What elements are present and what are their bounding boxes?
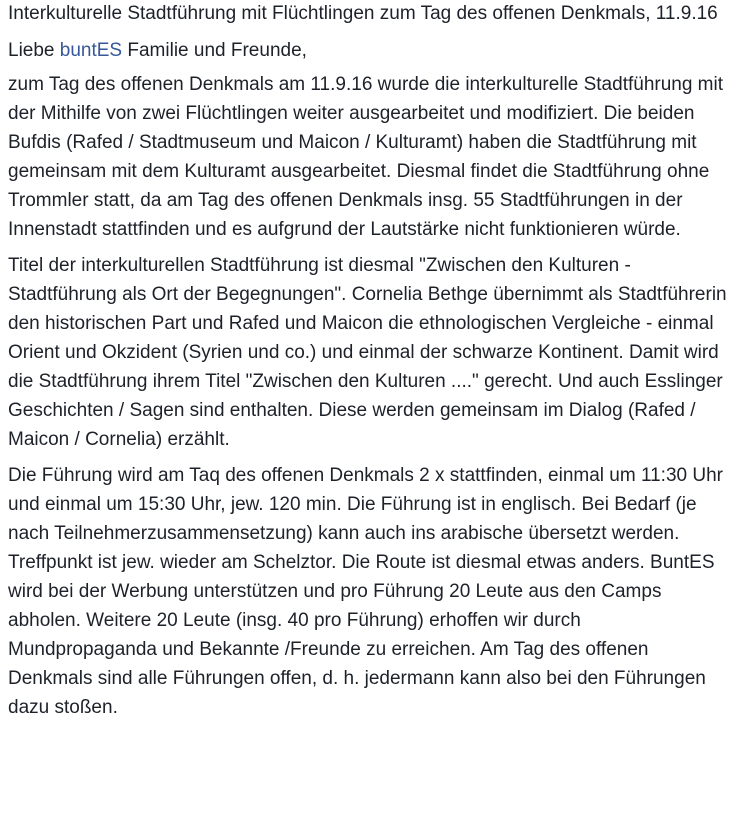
buntes-page-link[interactable]: buntES bbox=[59, 40, 123, 61]
paragraph-schedule: Die Führung wird am Taq des offenen Denkmals 2 x stattfinden, einmal um 11:30 Uhr und einmal um 15:30 Uhr, jew. 120 min. Die Führung ist in englisch. Bei Bedarf (je nach Teilnehmerzusammensetzung) kann auch ins arabische übersetzt werden. Treffpunkt ist jew. wieder am Schelztor. Die Route ist diesmal etwas anders. BuntES wird bei der Werbung unterstützen und pro Führung 20 Leute aus den Camps abholen. Weitere 20 Leute (insg. 40 pro Führung) erhoffen wir durch Mundpropaganda und Bekannte /Freunde zu erreichen. Am Tag des offenen Denkmals sind alle Führungen offen, d. h. jedermann kann also bei den Führungen dazu stoßen. bbox=[8, 465, 723, 718]
greeting-suffix: Familie und Freunde, bbox=[122, 40, 307, 61]
greeting-line bbox=[8, 36, 727, 65]
paragraph-intro: zum Tag des offenen Denkmals am 11.9.16 wurde die interkulturelle Stadtführung mit der Mithilfe von zwei Flüchtlingen weiter ausgearbeitet und modifiziert. Die beiden Bufdis (Rafed / Stadtmuseum und Maicon / Kulturamt) haben die Stadtführung mit gemeinsam mit dem Kulturamt ausgearbeitet. Diesmal findet die Stadtführung ohne Trommler statt, da am Tag des offenen Denkmals insg. 55 Stadtführungen in der Innenstadt stattfinden und es aufgrund der Lautstärke nicht funktionieren würde. bbox=[8, 74, 724, 240]
paragraph-title-details: Titel der interkulturellen Stadtführung ist diesmal "Zwischen den Kulturen - Stadtführung als Ort der Begegnungen". Cornelia Bethge übernimmt als Stadtführerin den historischen Part und Rafed und Maicon die ethnologischen Vergleiche - einmal Orient und Okzident (Syrien und co.) und einmal der schwarze Kontinent. Damit wird die Stadtführung ihrem Titel "Zwischen den Kulturen ...." gerecht. Und auch Esslinger Geschichten / Sagen sind enthalten. Diese werden gemeinsam im Dialog (Rafed / Maicon / Cornelia) erzählt. bbox=[8, 255, 727, 450]
post-headline: Interkulturelle Stadtführung mit Flüchtlingen zum Tag des offenen Denkmals, 11.9.16 bbox=[8, 3, 718, 24]
greeting-prefix: Liebe bbox=[8, 40, 60, 61]
